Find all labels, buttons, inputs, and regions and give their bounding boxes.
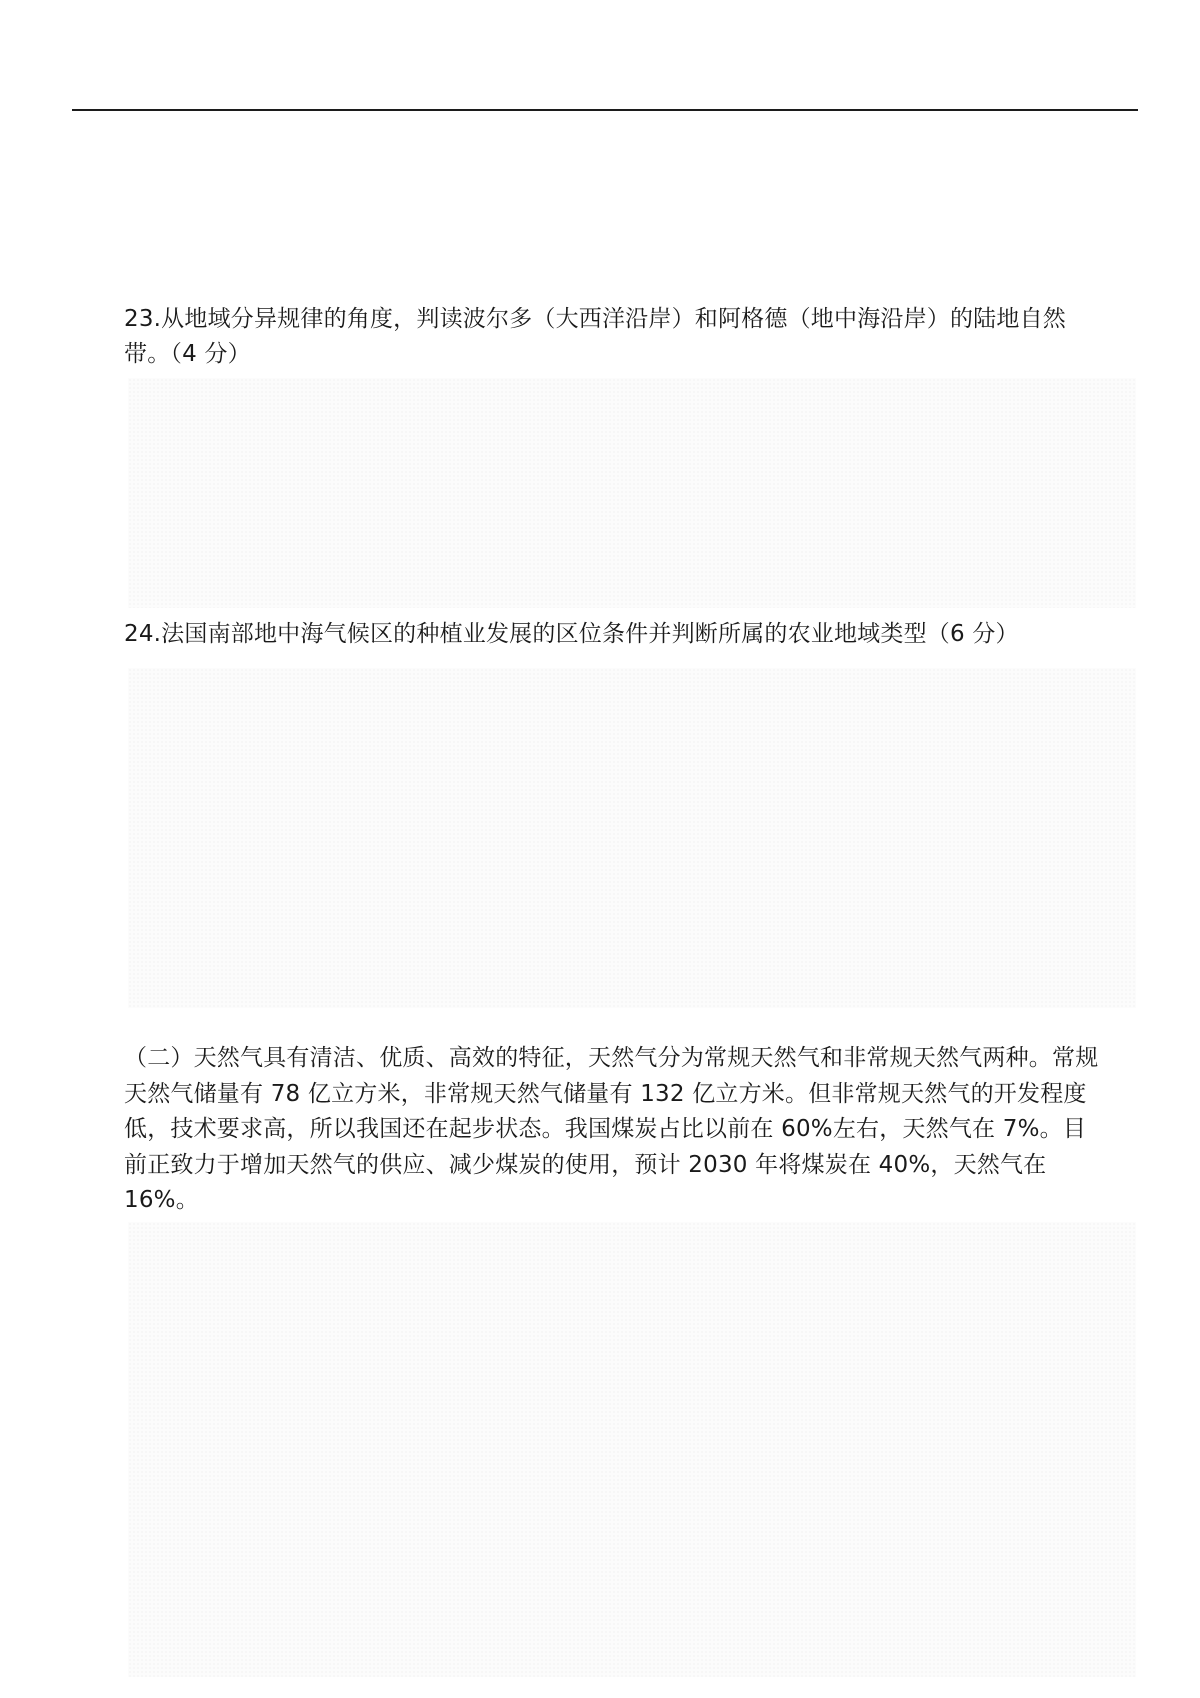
answer-area-q24[interactable]: [128, 668, 1136, 1008]
section-2-passage: （二）天然气具有清洁、优质、高效的特征，天然气分为常规天然气和非常规天然气两种。常规天然气储量有 78 亿立方米，非常规天然气储量有 132 亿立方米。但非常规天然气的开发程度低，技术要求高，所以我国还在起步状态。我国煤炭占比以前在 60%左右，天然气在 7%。目前正致力于增加天然气的供应、减少煤炭的使用，预计 2030 年将煤炭在 40%，天然气在 16%。: [124, 1045, 1099, 1213]
question-23: 23.从地域分异规律的角度，判读波尔多（大西洋沿岸）和阿格德（地中海沿岸）的陆地自然带。（4 分）: [124, 306, 1066, 367]
header-rule: [72, 109, 1138, 111]
answer-area-section-2[interactable]: [128, 1222, 1136, 1677]
answer-area-q23[interactable]: [128, 378, 1136, 608]
question-24: 24.法国南部地中海气候区的种植业发展的区位条件并判断所属的农业地域类型（6 分）: [124, 621, 1019, 647]
